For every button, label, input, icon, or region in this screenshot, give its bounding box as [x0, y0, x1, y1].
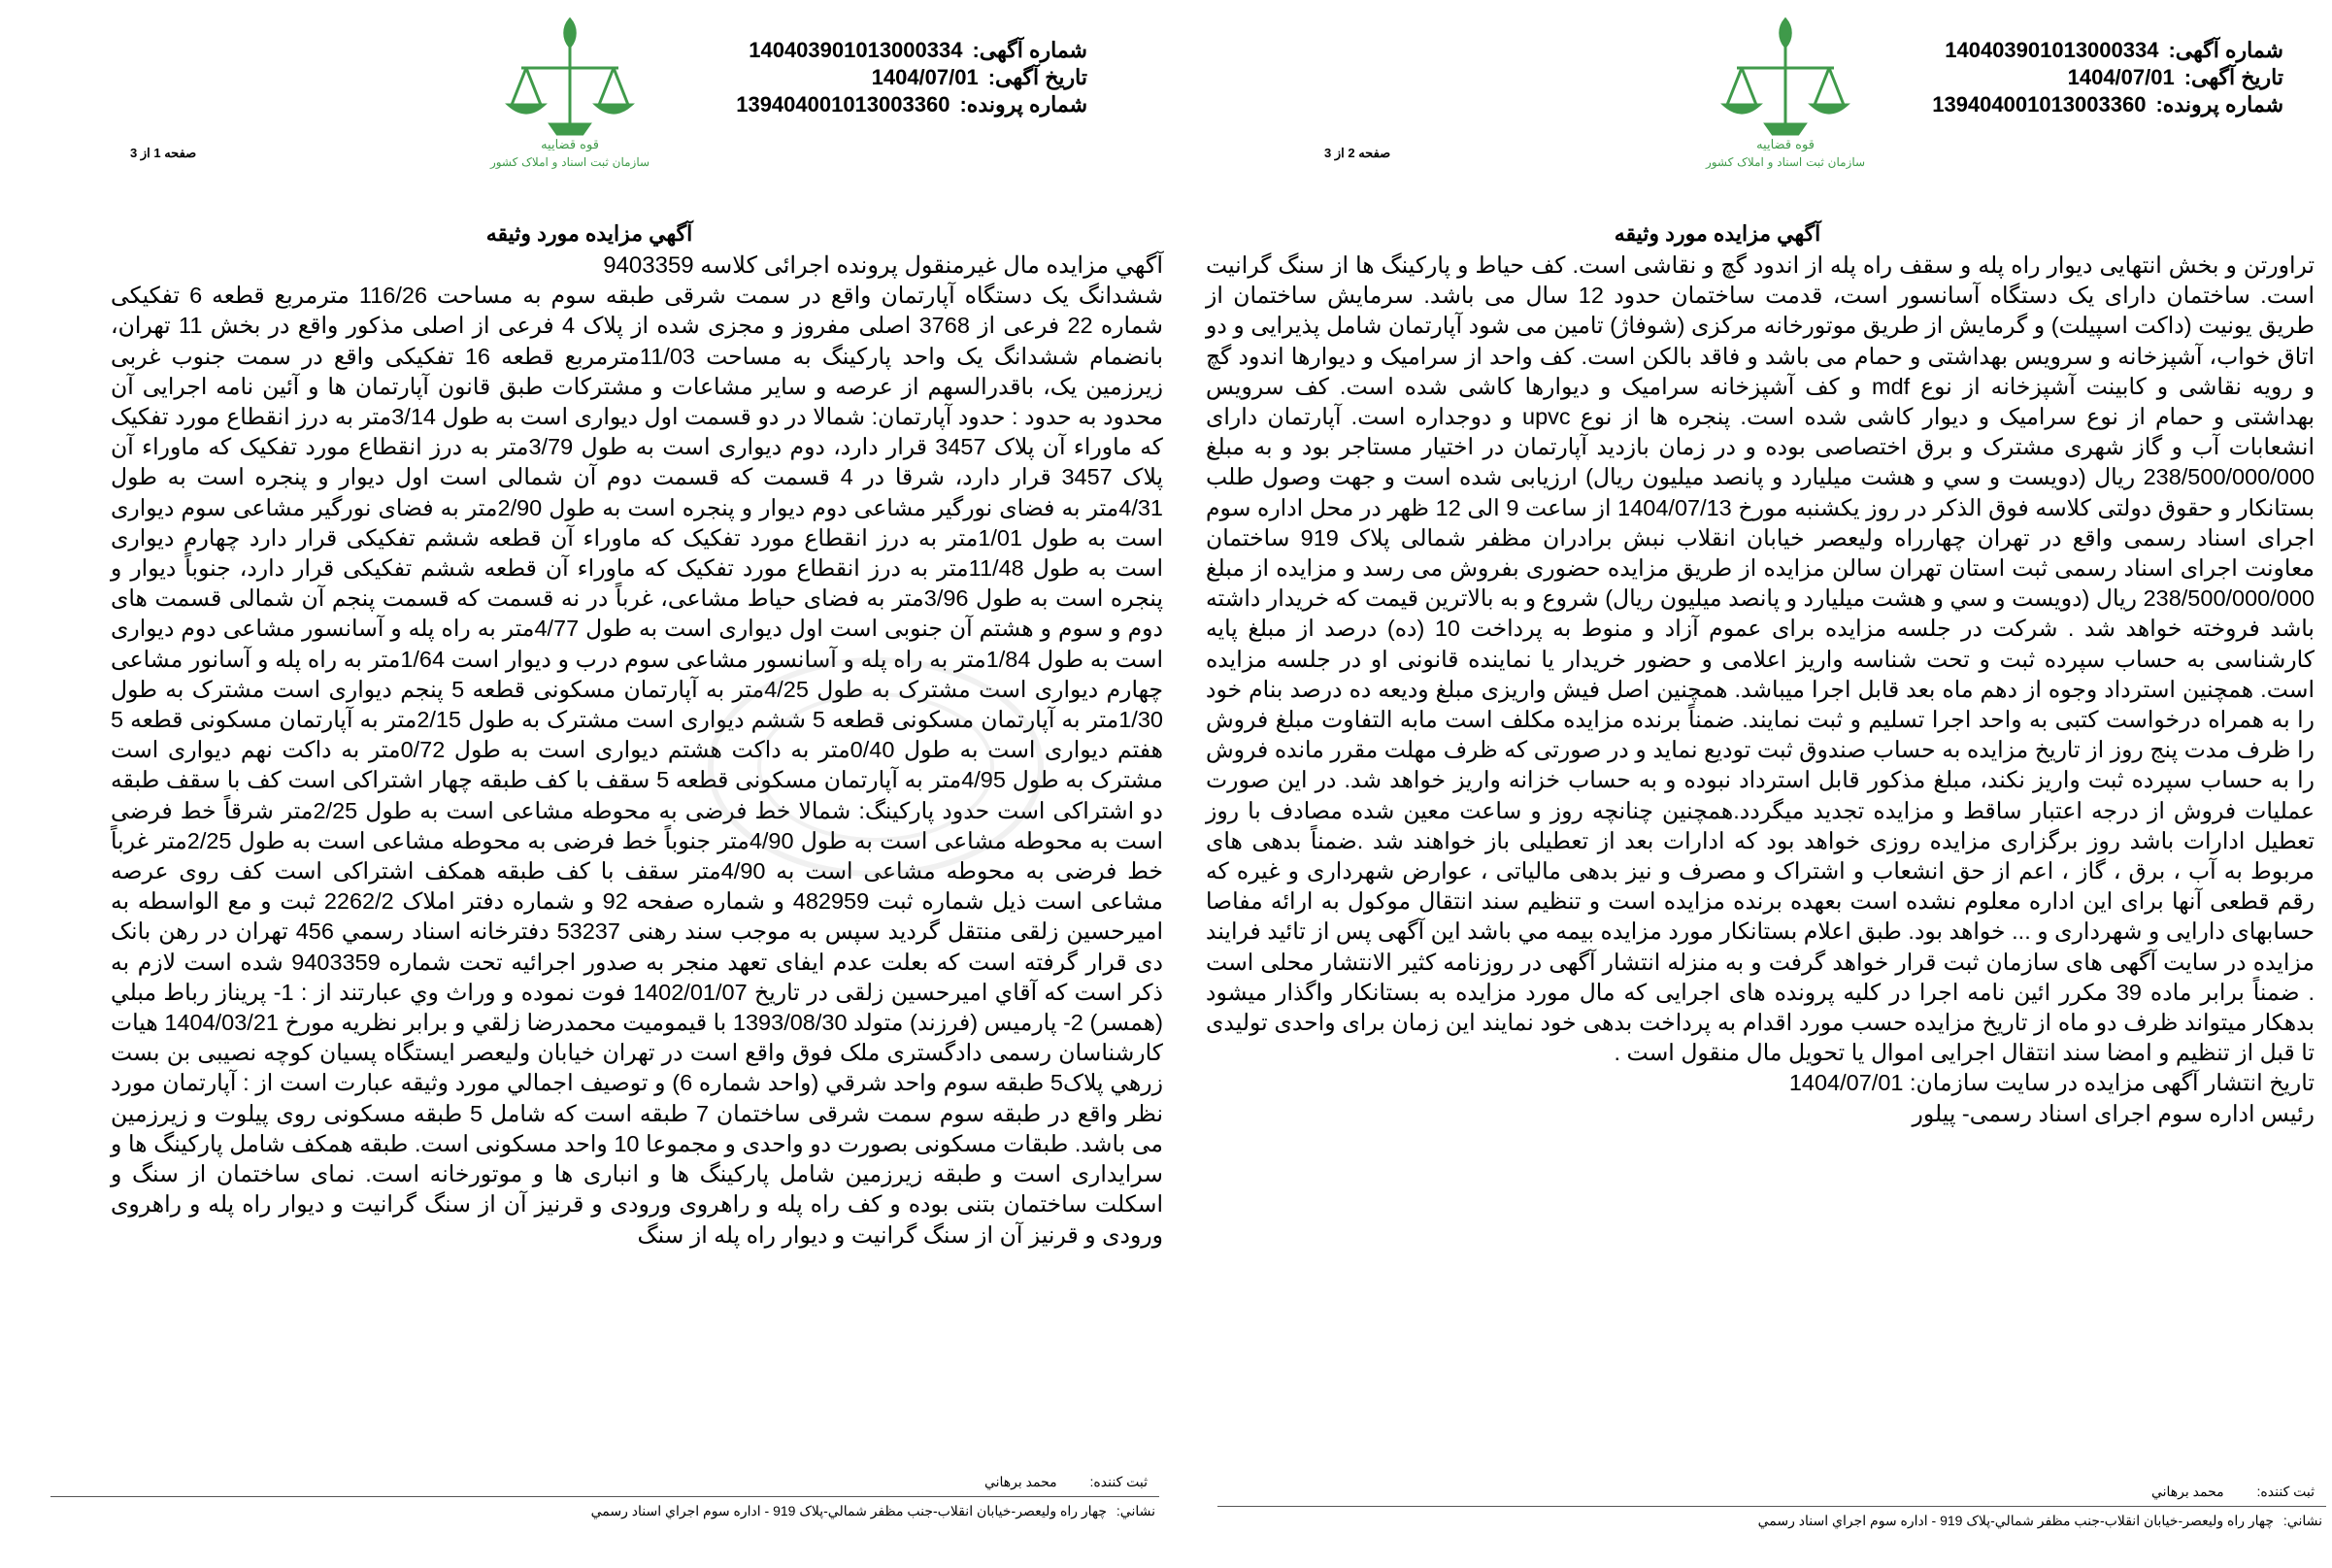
- emblem-caption-top: قوه قضاییه: [1756, 138, 1815, 152]
- address-line: [12, 1503, 1167, 1519]
- page-number: صفحه 2 از 3: [1324, 146, 1391, 160]
- notice-date: 1404/07/01: [871, 65, 979, 89]
- notice-number: 140403901013000334: [749, 38, 963, 62]
- publish-date-line: تاریخ انتشار آگهی مزایده در سایت سازمان: 1404/07/01: [1788, 1070, 2315, 1096]
- address-value: چهار راه وليعصر-خيابان انقلاب-جنب مظفر شمالي-پلاک 919 - اداره سوم اجراي اسناد رسمي: [1757, 1513, 2274, 1528]
- notice-date-label: تاریخ آگهی:: [987, 65, 1087, 89]
- watermark-icon: [691, 641, 1060, 893]
- notice-meta: [1932, 37, 2283, 118]
- footer-divider: [1217, 1506, 2326, 1507]
- document-body: [1206, 250, 2315, 1129]
- body-paragraph: ششدانگ يک دستگاه آپارتمان واقع در سمت شرقی طبقه سوم به مساحت 116/26 مترمربع قطعه 6 تفکیکی شماره 22 فرعی از 3768 اصلی مفروز و مجزی شده از پلاک 4 فرعی از اصلی مذکور واقع در بخش 11 تهران، بانضمام ششدانگ یک واحد پارکینگ به مساحت 11/03مترمربع قطعه 16 تفکیکی واقع در سمت جنوب غربی زیرزمین یک، باقدرالسهم از عرصه و سایر مشاعات و مشترکات طبق قانون آپارتمان ها و آئین نامه اجرایی آن محدود به حدود : حدود آپارتمان: شمالا در دو قسمت اول دیواری است به طول 3/14متر به درز انقطاع مورد تفکیک که ماوراء آن پلاک 3457 قرار دارد، دوم دیواری است به طول 3/79متر به درز انقطاع مورد تفکیک که ماوراء آن پلاک 3457 قرار دارد، شرقا در 4 قسمت که قسمت دوم آن شمالی است اول دیوار و پنجره است به طول 4/31متر به فضای نورگیر مشاعی دوم دیوار و پنجره است به طول 2/90متر به فضای نورگیر مشاعی سوم دیواری است به طول 1/01متر به درز انقطاع مورد تفکیک که ماوراء آن قطعه ششم تفکیکی قرار دارد چهارم دیواری است به طول 11/48متر به درز انقطاع مورد تفکیک که ماوراء آن قطعه ششم تفکیکی قرار دارد، جنوباً دیوار و پنجره است به طول 3/96متر به فضای حیاط مشاعی، غرباً در نه قسمت که قسمت پنجم آن شمالی قسمت های دوم و سوم و هشتم آن جنوبی است اول دیواری است به طول 4/77متر به راه پله و آسانسور مشاعی دوم دیواری است به طول 1/84متر به راه پله و آسانسور مشاعی سوم درب و دیوار است 1/64متر به راه پله و آسانور مشاعی چهارم دیواری است مشترک به طول 4/25متر به آپارتمان مسکونی قطعه 5 پنجم دیواری است مشترک به طول 1/30متر به آپارتمان مسکونی قطعه 5 ششم دیواری است مشترک به طول 2/15متر به آپارتمان مسکونی قطعه 5 هفتم دیواری است به طول 0/40متر به داکت هشتم دیواری است به طول 0/72متر به داکت نهم دیواری است مشترک به طول 4/95متر به آپارتمان مسکونی قطعه 5 سقف با کف طبقه چهار اشتراکی است کف با سقف طبقه دو اشتراکی است حدود پارکینگ: شمالا خط فرضی به محوطه مشاعی است به طول 2/25متر شرقاً خط فرضی است به محوطه مشاعی است به طول 4/90متر جنوباً خط فرضی به محوطه مشاعی است به طول 2/25متر غرباً خط فرضی به محوطه مشاعی است به 4/90متر سقف با کف طبقه همکف اشتراکی است کف روی عرصه مشاعی است ذیل شماره ثبت 482959 و شماره صفحه 92 و شماره دفتر املاک 2262/2 ثبت و مع الواسطه به امیرحسین زلقی منتقل گردید سپس به موجب سند رهنی 53237 دفترخانه اسناد رسمي 456 تهران در رهن بانک دی قرار گرفته است که بعلت عدم ایفای تعهد منجر به صدور اجرائیه تحت شماره 9403359 شده است لازم به ذکر است که آقاي اميرحسين زلقی در تاريخ 1402/01/07 فوت نموده و وراث وي عبارتند از : 1- پريناز رباط مبلي (همسر) 2- پارميس (فرزند) متولد 1393/08/30 با قيموميت محمدرضا زلقي و برابر نظريه مورخ 1404/03/21 هيات کارشناسان رسمی دادگستری ملک فوق واقع است در تهران خیابان ولیعصر ایستگاه پسیان کوچه نصیبی بن بست زرهي پلاک5 طبقه سوم واحد شرقي (واحد شماره 6) و توصيف اجمالي مورد وثيقه عبارت است از : آپارتمان مورد نظر واقع در طبقه سوم سمت شرقی ساختمان 7 طبقه است که شامل 5 طبقه مسکونی روی پیلوت و زیرزمین می باشد. طبقات مسکونی بصورت دو واحدی و مجموعا 10 واحد مسکونی است. طبقه همکف شامل پارکینگ ها و سرایداری است و طبقه زیرزمین شامل پارکینگ ها و انباری ها و موتورخانه است. نمای ساختمان از سنگ و اسکلت ساختمان بتنی بوده و کف راه پله و راهروی ورودی و قرنیز آن از سنگ گرانیت و دیوار راه پله و راهروی ورودی و قرنیز آن از سنگ گرانیت و دیوار راه پله از سنگ: [111, 283, 1164, 1248]
- judiciary-emblem-icon: [1683, 8, 1887, 173]
- case-number: 139404001013003360: [736, 92, 950, 117]
- address-line: [1179, 1513, 2332, 1529]
- address-label: نشاني:: [2282, 1513, 2322, 1528]
- page-2: [1179, 0, 2332, 1568]
- case-number-label: شماره پرونده:: [2155, 92, 2283, 117]
- emblem-caption-bottom: سازمان ثبت اسناد و املاک کشور: [1705, 155, 1866, 169]
- address-label: نشاني:: [1116, 1503, 1155, 1518]
- emblem-caption-top: قوه قضاییه: [541, 138, 599, 152]
- signer-name: محمد برهاني: [2150, 1484, 2224, 1499]
- notice-number-label: شماره آگهی:: [972, 38, 1087, 62]
- page-footer: [1179, 1484, 2332, 1529]
- page-footer: [12, 1474, 1167, 1519]
- signer-name: محمد برهاني: [983, 1474, 1057, 1489]
- closing-signature: رئيس اداره سوم اجرای اسناد رسمی- پیلور: [1912, 1100, 2315, 1126]
- signer-line: [12, 1474, 1167, 1490]
- page-1: [12, 0, 1167, 1568]
- document-subtitle: آگهي مزايده مال غيرمنقول پرونده اجرائی کلاسه 9403359: [603, 252, 1163, 279]
- signer-label: ثبت کننده:: [2256, 1484, 2315, 1499]
- body-paragraph: تراورتن و بخش انتهایی دیوار راه پله و سقف راه پله از اندود گچ و نقاشی است. کف حیاط و پارکینگ ها از سنگ گرانیت است. ساختمان دارای یک دستگاه آسانسور است، قدمت ساختمان حدود 12 سال می باشد. سرمایش ساختمان از طریق یونیت (داکت اسپیلت) و گرمایش از طریق موتورخانه مرکزی (شوفاژ) تامین می شود آپارتمان شامل پذیرایی و دو اتاق خواب، آشپزخانه و سرویس بهداشتی و حمام می باشد و فاقد بالکن است. کف واحد از سرامیک و دیوارها اندود گچ و رویه نقاشی و کابینت آشپزخانه از نوع mdf و کف آشپزخانه سرامیک و دیوارها کاشی شده است. کف سرویس بهداشتی و حمام از نوع سرامیک و دیوار کاشی شده است. پنجره ها از نوع upvc و دوجداره است. آپارتمان دارای انشعابات آب و گاز شهری مشترک و برق اختصاصی بوده و در زمان بازدید آپارتمان در اختیار مستاجر بود و به مبلغ 238/500/000/000 ريال (دويست و سي و هشت ميليارد و پانصد ميليون ريال) ارزيابی شده است و جهت وصول طلب بستانکار و حقوق دولتی کلاسه فوق الذکر در روز یکشنبه مورخ 1404/07/13 از ساعت 9 الی 12 ظهر در محل اداره سوم اجرای اسناد رسمی واقع در تهران چهارراه ولیعصر خیابان انقلاب نبش برادران مظفر شمالی پلاک 919 ساختمان معاونت اجرای اسناد رسمی ثبت استان تهران سالن مزایده از طريق مزايده حضوری بفروش می رسد و مزايده از مبلغ 238/500/000/000 ريال (دويست و سي و هشت ميليارد و پانصد ميليون ريال) شروع و به بالاترين قيمت كه خريدار داشته باشد فروخته خواهد شد . شركت در جلسه مزايده برای عموم آزاد و منوط به پرداخت 10 (ده) درصد از مبلغ پايه كارشناسی به حساب سپرده ثبت و تحت شناسه واريز اعلامی و حضور خريدار يا نماينده قانونی او در جلسه مزايده است. همچنين استرداد وجوه از دهم ماه بعد قابل اجرا ميباشد. همچنين اصل فيش واريزی مبلغ وديعه ده درصد بنام خود را به همراه درخواست كتبی به واحد اجرا تسليم و ثبت نمايند. ضمناً برنده مزايده مكلف است مابه التفاوت مبلغ فروش را ظرف مدت پنج روز از تاريخ مزايده به حساب صندوق ثبت توديع نمايد و در صورتی كه ظرف مهلت مقرر مانده فروش را به حساب سپرده ثبت واريز نكند، مبلغ مذكور قابل استرداد نبوده و به حساب خزانه واريز خواهد شد. در اين صورت عمليات فروش از درجه اعتبار ساقط و مزايده تجديد ميگردد.همچنين چنانچه روز و ساعت معين شده مصادف با روز تعطيل ادارات باشد روز برگزاری مزايده روزی خواهد بود كه ادارات بعد از تعطيلی باز خواهند شد .ضمناً بدهی های مربوط به آب ، برق ، گاز ، اعم از حق انشعاب و اشتراک و مصرف و نيز بدهی مالياتی ، عوارض شهرداری و غيره كه رقم قطعی آنها برای اين اداره معلوم نشده است بعهده برنده مزايده است و تنظيم سند انتقال موكول به ارائه مفاصا حسابهای دارايی و شهرداری و ... خواهد بود. طبق اعلام بستانکار مورد مزايده بيمه مي باشد اين آگهی پس از تائيد فرايند مزايده در سايت آگهی های سازمان ثبت قرار خواهد گرفت و به منزله انتشار آگهی در روزنامه كثير الانتشار محلی است . ضمناً برابر ماده 39 مكرر ائين نامه اجرا در كليه پرونده های اجرايی كه مال مورد مزايده به بستانكار واگذار ميشود بدهكار ميتواند ظرف دو ماه از تاريخ مزايده حسب مورد اقدام به پرداخت بدهی خود نمايند اين زمان برای واحدی توليدی تا قبل از تنظيم و امضا سند انتقال اجرايی اموال يا تحويل مال منقول است .: [1206, 252, 2315, 1066]
- emblem-caption-bottom: سازمان ثبت اسناد و املاک کشور: [489, 155, 650, 169]
- notice-meta: [736, 37, 1087, 118]
- signer-label: ثبت کننده:: [1089, 1474, 1148, 1489]
- notice-number-label: شماره آگهی:: [2168, 38, 2283, 62]
- page-number: صفحه 1 از 3: [130, 146, 197, 160]
- signer-line: [1179, 1484, 2332, 1500]
- document-title: آگهي مزايده مورد وثيقه: [485, 221, 693, 246]
- case-number: 139404001013003360: [1932, 92, 2147, 117]
- notice-date: 1404/07/01: [2067, 65, 2175, 89]
- address-value: چهار راه وليعصر-خيابان انقلاب-جنب مظفر شمالي-پلاک 919 - اداره سوم اجراي اسناد رسمي: [590, 1503, 1107, 1518]
- notice-number: 140403901013000334: [1945, 38, 2159, 62]
- case-number-label: شماره پرونده:: [959, 92, 1087, 117]
- document-title: آگهي مزايده مورد وثيقه: [1614, 221, 1821, 246]
- footer-divider: [50, 1496, 1159, 1497]
- judiciary-emblem-icon: [468, 8, 672, 173]
- notice-date-label: تاریخ آگهی:: [2183, 65, 2283, 89]
